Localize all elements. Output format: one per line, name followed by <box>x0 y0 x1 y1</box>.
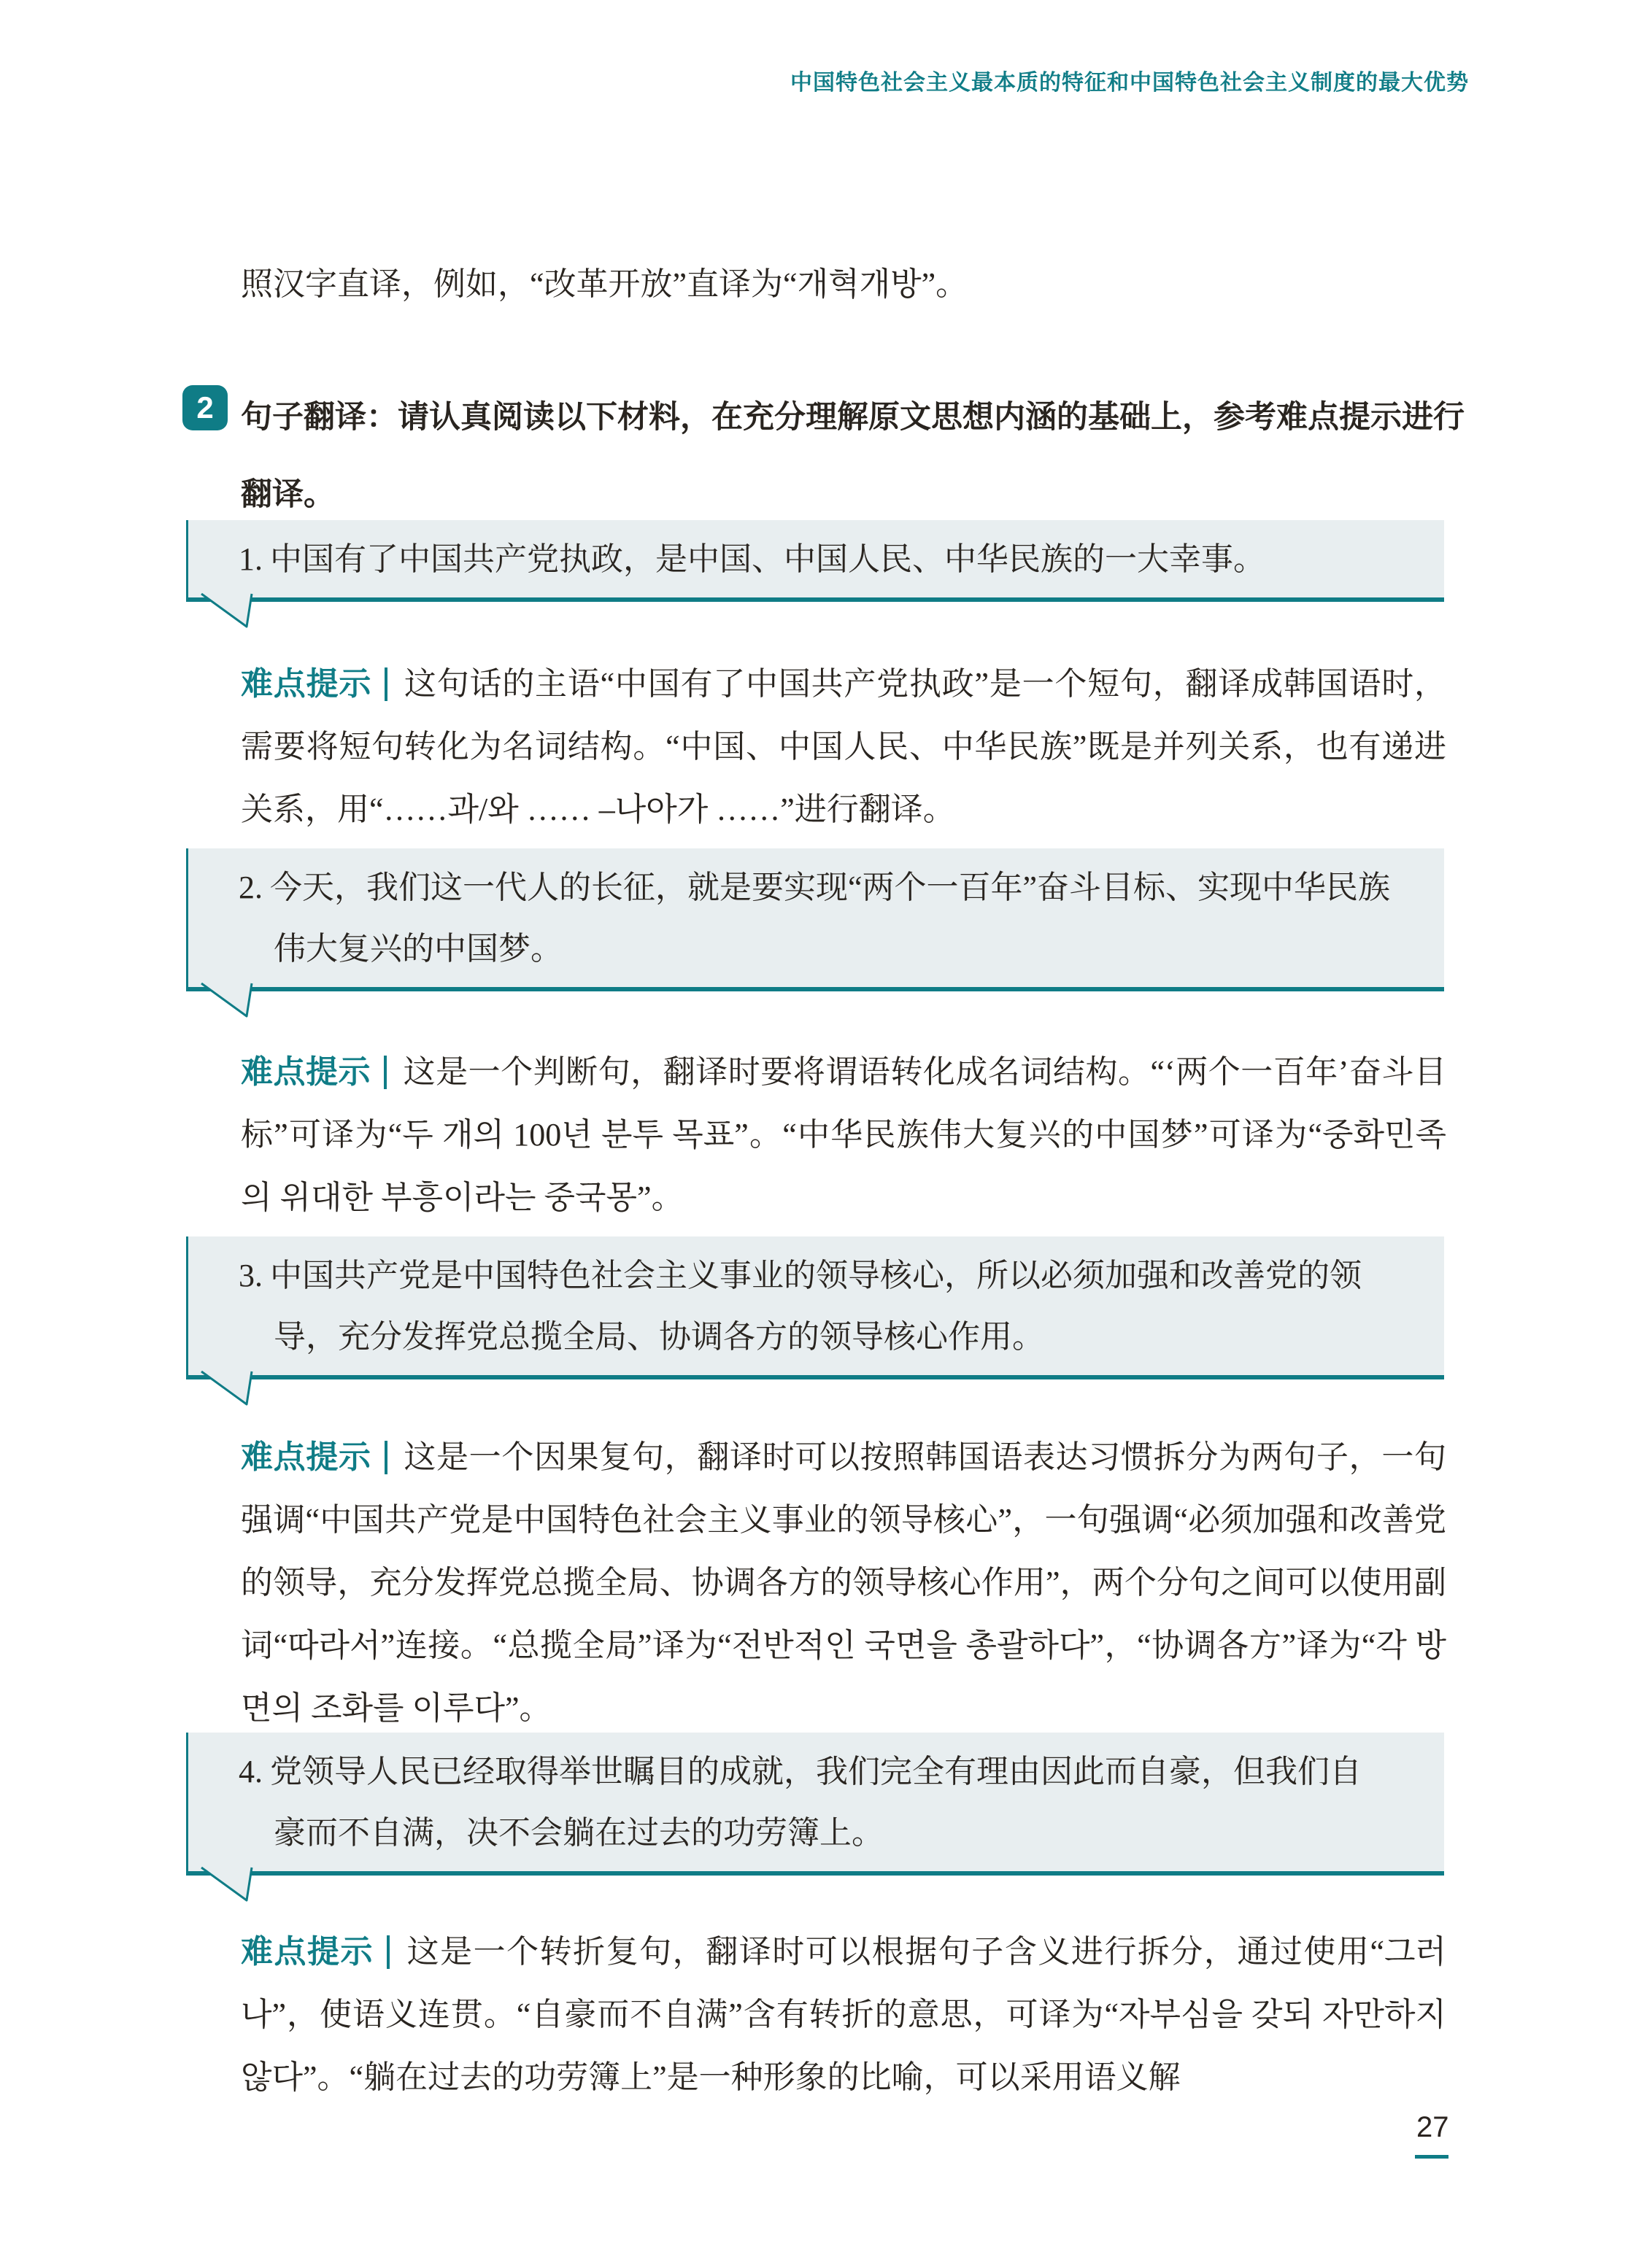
quote-number: 3. <box>239 1258 263 1293</box>
hint-text: 这是一个判断句，翻译时要将谓语转化成名词结构。“‘两个一百年’奋斗目标”可译为“두 개의 100년 분투 목표”。“中华民族伟大复兴的中国梦”可译为“중화민족의 위대한 부흥이라는 중국몽”。 <box>241 1054 1446 1215</box>
speech-tail-icon <box>200 593 255 628</box>
page-number-rule <box>1415 2155 1448 2159</box>
speech-tail-icon <box>200 1371 255 1406</box>
hint-paragraph <box>241 1041 1446 1229</box>
quote-box <box>186 848 1444 991</box>
quote-box <box>186 1733 1444 1876</box>
quote-box <box>186 520 1444 602</box>
quote-sentence: 今天，我们这一代人的长征，就是要实现“两个一百年”奋斗目标、实现中华民族伟大复兴的中国梦。 <box>270 870 1391 967</box>
hint-divider <box>384 1056 387 1089</box>
hint-label: 难点提示 <box>241 666 372 702</box>
quote-text <box>239 1741 1393 1864</box>
hint-divider <box>385 1441 387 1474</box>
quote-box <box>186 1236 1444 1379</box>
page-number: 27 <box>1416 2111 1449 2143</box>
section-heading <box>182 379 1467 534</box>
quote-sentence: 中国有了中国共产党执政，是中国、中国人民、中华民族的一大幸事。 <box>270 541 1265 577</box>
intro-paragraph: 照汉字直译，例如，“改革开放”直译为“개혁개방”。 <box>241 266 968 302</box>
section-number-badge: 2 <box>182 385 228 430</box>
speech-tail-icon <box>200 983 255 1018</box>
quote-sentence: 党领导人民已经取得举世瞩目的成就，我们完全有理由因此而自豪，但我们自豪而不自满，决不会躺在过去的功劳簿上。 <box>270 1754 1362 1851</box>
hint-label: 难点提示 <box>241 1054 371 1090</box>
hint-divider <box>387 1935 390 1969</box>
section-title: 句子翻译：请认真阅读以下材料，在充分理解原文思想内涵的基础上，参考难点提示进行翻译。 <box>241 400 1465 512</box>
hint-divider <box>385 667 387 701</box>
quote-number: 1. <box>239 541 263 577</box>
hint-label: 难点提示 <box>241 1934 374 1970</box>
quote-text <box>239 1245 1393 1368</box>
hint-text: 这是一个转折复句，翻译时可以根据句子含义进行拆分，通过使用“그러나”，使语义连贯。“自豪而不自满”含有转折的意思，可译为“자부심을 갖되 자만하지 않다”。“躺在过去的功劳簿上”是一种形象的比喻，可以采用语义解 <box>241 1934 1446 2095</box>
quote-sentence: 中国共产党是中国特色社会主义事业的领导核心，所以必须加强和改善党的领导，充分发挥党总揽全局、协调各方的领导核心作用。 <box>270 1258 1362 1355</box>
quote-text <box>239 857 1393 980</box>
hint-paragraph <box>241 653 1446 841</box>
speech-tail-icon <box>200 1867 255 1902</box>
running-header-title: 中国特色社会主义最本质的特征和中国特色社会主义制度的最大优势 <box>790 71 1469 95</box>
hint-label: 难点提示 <box>241 1439 371 1475</box>
quote-number: 4. <box>239 1754 263 1789</box>
hint-paragraph <box>241 1921 1446 2109</box>
hint-text: 这是一个因果复句，翻译时可以按照韩国语表达习惯拆分为两句子，一句强调“中国共产党是中国特色社会主义事业的领导核心”，一句强调“必须加强和改善党的领导，充分发挥党总揽全局、协调各方的领导核心作用”，两个分句之间可以使用副词“따라서”连接。“总揽全局”译为“전반적인 국면을 총괄하다”，“协调各方”译为“각 방면의 조화를 이루다”。 <box>241 1439 1447 1726</box>
quote-text <box>239 529 1393 590</box>
hint-paragraph <box>241 1426 1446 1740</box>
hint-text: 这句话的主语“中国有了中国共产党执政”是一个短句，翻译成韩国语时，需要将短句转化为名词结构。“中国、中国人民、中华民族”既是并列关系，也有递进关系，用“……과/와 …… –나아가 ……”进行翻译。 <box>241 666 1447 827</box>
quote-number: 2. <box>239 870 263 905</box>
